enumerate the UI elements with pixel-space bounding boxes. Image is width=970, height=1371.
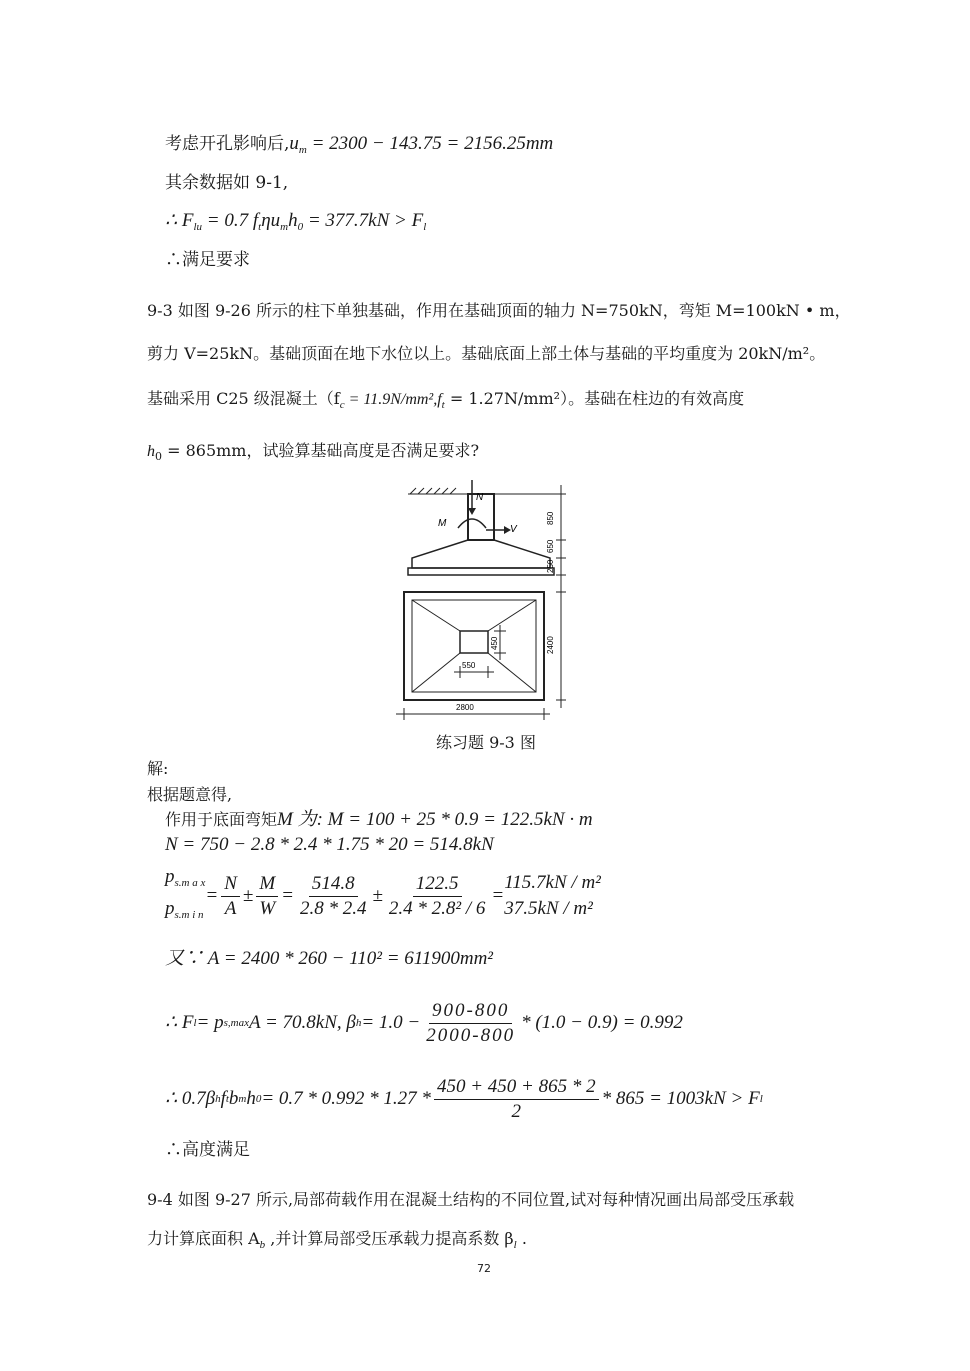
text-line-opening-effect: 考虑开孔影响后$,u_m = 2300 - 143.75 = 2156.25mm$	[165, 133, 554, 156]
label-450: 450	[490, 636, 499, 650]
moment-equation: 作用于底面弯矩M 为: M = 100 + 25 * 0.9 = 122.5kN · m	[165, 809, 593, 830]
equation-flu: ∴ $F_{lu} = 0.7$ $f_t\eta u_mh_0 = 377.7kN > F_l$	[165, 210, 427, 233]
label-250: 250	[546, 559, 555, 573]
label-n: N	[476, 492, 484, 503]
fl-equation: ∴ F l = p s,max A = 70.8kN, β h = 1.0 − $\frac{900-800}{2000-800}$ * (1.0 − 0.9) = 0.992	[165, 999, 683, 1046]
area-equation: 又∵ A = 2400 * 260 − 110² = 611900mm²	[165, 948, 493, 969]
figure-caption: 练习题 9-3 图	[436, 733, 536, 752]
text-line-satisfied: ∴满足要求	[165, 250, 250, 270]
axial-force-arrow	[468, 480, 476, 515]
problem-9-3-line-4: $h_0 = 865mm$，试验算基础高度是否满足要求?	[147, 441, 480, 463]
label-550: 550	[462, 661, 476, 670]
label-2400: 2400	[546, 636, 555, 654]
label-2800: 2800	[456, 703, 474, 712]
problem-9-4-line-2: 力计算底面积 $A_b$ ,并计算局部受压承载力提高系数 $\beta_l$ .	[147, 1229, 527, 1251]
page-number: 72	[477, 1262, 491, 1275]
problem-9-3-line-3: 基础采用 C25 级混凝土$(f_c = 11.9N/mm^2,f_t = 1.27N/mm^2)$。基础在柱边的有效高度	[147, 389, 745, 411]
label-650: 650	[546, 539, 555, 553]
check-equation: ∴ 0.7β h f t b m h 0 = 0.7 * 0.992 * 1.27 * $\frac{450 + 450 + 865 * 2}{2}$ * 865 = 1003kN > F l	[165, 1075, 763, 1122]
label-v: V	[510, 524, 517, 535]
conclusion-text: ∴高度满足	[165, 1140, 250, 1160]
text-line-other-data: 其余数据如 9-1,	[165, 173, 289, 193]
label-850: 850	[546, 511, 555, 525]
moment-arc	[458, 519, 486, 528]
axial-equation: N = 750 − 2.8 * 2.4 * 1.75 * 20 = 514.8kN	[165, 834, 494, 855]
solution-label: 解:	[147, 759, 169, 778]
problem-9-4-line-1: 9-4 如图 9-27 所示,局部荷载作用在混凝土结构的不同位置,试对每种情况画出局部受压承载	[147, 1190, 795, 1209]
solution-intro: 根据题意得,	[147, 785, 233, 804]
problem-9-3-line-1: 9-3 如图 9-26 所示的柱下单独基础，作用在基础顶面的轴力 N=750kN，弯矩 M=100kN • m，	[147, 301, 851, 320]
label-m: M	[438, 518, 447, 529]
foundation-figure	[390, 480, 590, 730]
pressure-equation: $p_{s.m a x}$ $p_{s.m i n}$ = $\frac{N}{A}$ ± $\frac{M}{W}$ = $\frac{514.8}{2.8 * 2.4}$ ± $\frac{122.5}{\text{2.4 * 2.8² / 6}}$ = 115.7kN / m² 37.5kN / m²	[165, 866, 601, 921]
problem-9-3-line-2: 剪力 V=25kN。基础顶面在地下水位以上。基础底面上部土体与基础的平均重度为 20kN/m²。	[147, 344, 826, 363]
